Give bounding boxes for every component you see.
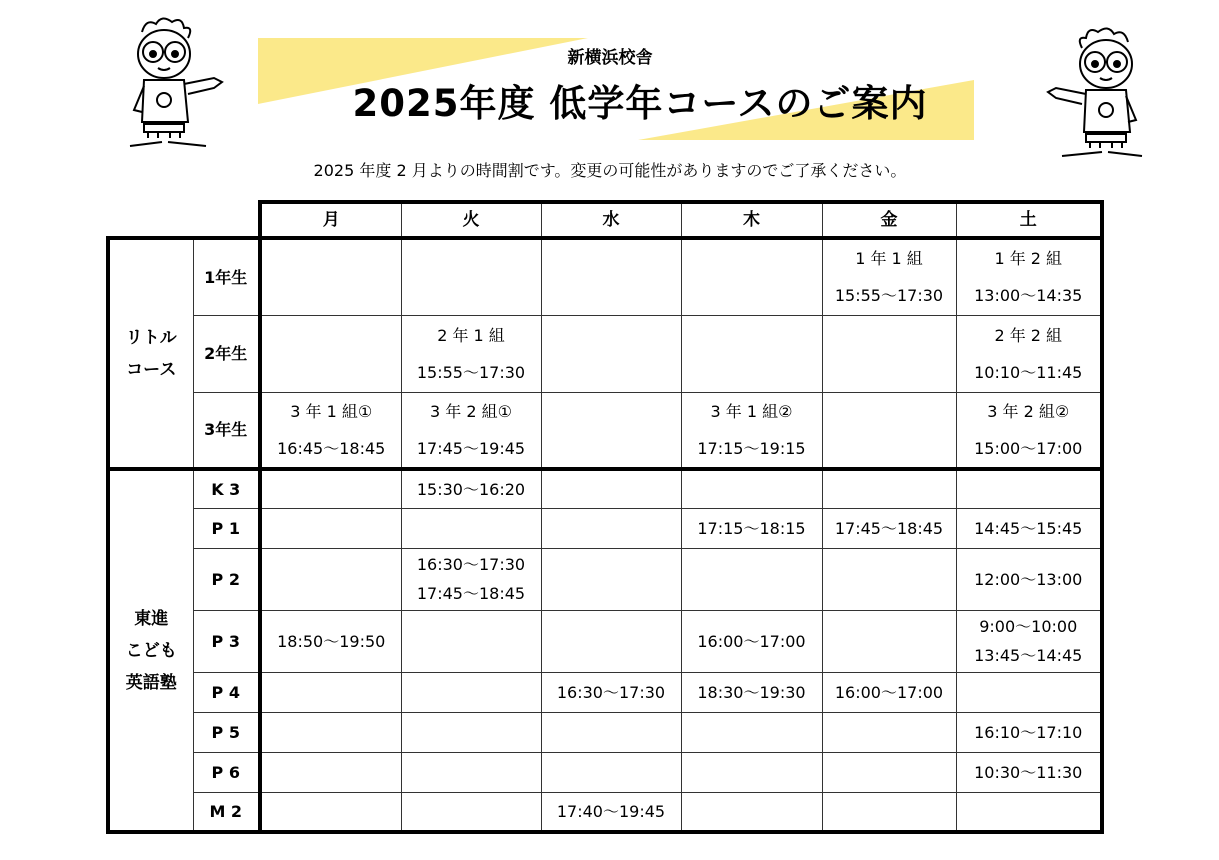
schedule-cell xyxy=(822,238,956,315)
schedule-cell xyxy=(541,712,681,752)
schedule-cell xyxy=(956,672,1102,712)
schedule-cell xyxy=(681,672,822,712)
table-row xyxy=(108,238,1102,315)
schedule-cell xyxy=(541,238,681,315)
schedule-cell-line: 15:30〜16:20 xyxy=(416,479,526,499)
group-label-little-course xyxy=(108,238,193,469)
table-row xyxy=(108,672,1102,712)
schedule-cell-line: 3 年 2 組② xyxy=(987,401,1070,421)
schedule-cell-line: 12:00〜13:00 xyxy=(974,569,1083,589)
table-row xyxy=(108,508,1102,548)
schedule-cell-line: 2 年 2 組 xyxy=(994,325,1063,345)
schedule-cell-line: 13:45〜14:45 xyxy=(974,646,1083,665)
schedule-cell xyxy=(956,610,1102,672)
table-row xyxy=(108,752,1102,792)
schedule-cell-line: 16:00〜17:00 xyxy=(834,682,944,702)
schedule-cell xyxy=(681,238,822,315)
schedule-cell-line: 10:10〜11:45 xyxy=(974,362,1083,382)
schedule-cell-line: 17:45〜18:45 xyxy=(834,518,944,538)
schedule-cell xyxy=(822,752,956,792)
schedule-cell-line: 9:00〜10:00 xyxy=(979,617,1078,636)
schedule-cell xyxy=(541,610,681,672)
schedule-cell xyxy=(681,792,822,832)
schedule-cell-line: 3 年 1 組① xyxy=(290,401,373,421)
schedule-cell xyxy=(956,548,1102,610)
row-label: P 1 xyxy=(193,508,260,548)
schedule-cell-line: 16:30〜17:30 xyxy=(556,682,666,702)
schedule-cell xyxy=(260,392,401,469)
schedule-cell xyxy=(822,792,956,832)
day-header: 水 xyxy=(541,202,681,238)
group-label-kodomo-english xyxy=(108,469,193,832)
schedule-cell-line: 17:15〜18:15 xyxy=(697,518,806,538)
schedule-cell xyxy=(260,508,401,548)
day-header: 木 xyxy=(681,202,822,238)
row-label: P 5 xyxy=(193,712,260,752)
schedule-cell xyxy=(956,315,1102,392)
schedule-cell xyxy=(822,610,956,672)
schedule-cell xyxy=(956,238,1102,315)
schedule-cell xyxy=(956,792,1102,832)
group-label-line: こども xyxy=(125,640,177,661)
mascot-pointing-left-icon xyxy=(1038,24,1148,164)
day-header: 火 xyxy=(401,202,541,238)
row-label: P 6 xyxy=(193,752,260,792)
schedule-cell-line: 1 年 1 組 xyxy=(855,249,923,269)
schedule-cell-line: 17:45〜19:45 xyxy=(416,438,526,458)
schedule-cell-line: 1 年 2 組 xyxy=(994,249,1063,269)
schedule-cell xyxy=(956,712,1102,752)
schedule-cell-line: 15:55〜17:30 xyxy=(416,362,526,382)
schedule-cell xyxy=(260,752,401,792)
schedule-cell-line: 17:45〜18:45 xyxy=(416,584,526,603)
schedule-cell-line: 17:40〜19:45 xyxy=(556,801,666,821)
table-row xyxy=(108,712,1102,752)
schedule-cell-line: 16:10〜17:10 xyxy=(974,722,1083,742)
schedule-cell xyxy=(822,469,956,508)
group-label-line: コース xyxy=(126,359,177,380)
schedule-cell xyxy=(541,315,681,392)
schedule-cell xyxy=(541,672,681,712)
schedule-cell xyxy=(401,392,541,469)
schedule-cell-line: 14:45〜15:45 xyxy=(974,518,1083,538)
table-row xyxy=(108,392,1102,469)
schedule-cell xyxy=(401,315,541,392)
schedule-cell xyxy=(681,548,822,610)
schedule-cell-line: 13:00〜14:35 xyxy=(974,286,1083,306)
schedule-cell-line: 16:30〜17:30 xyxy=(416,555,526,574)
schedule-cell xyxy=(401,792,541,832)
schedule-cell xyxy=(681,752,822,792)
schedule-cell xyxy=(401,238,541,315)
schedule-cell xyxy=(822,315,956,392)
day-header-row xyxy=(108,202,1102,238)
schedule-cell xyxy=(260,548,401,610)
schedule-cell-line: 16:00〜17:00 xyxy=(697,631,806,651)
schedule-cell xyxy=(260,792,401,832)
table-row xyxy=(108,469,1102,508)
day-header: 土 xyxy=(956,202,1102,238)
schedule-cell xyxy=(260,672,401,712)
schedule-cell xyxy=(681,508,822,548)
schedule-note: 2025 年度 2 月よりの時間割です。変更の可能性がありますのでご了承ください。 xyxy=(313,161,907,180)
group-label-line: 英語塾 xyxy=(125,672,177,693)
row-label: P 3 xyxy=(193,610,260,672)
schedule-cell xyxy=(260,712,401,752)
group-label-line: 東進 xyxy=(134,608,169,629)
schedule-cell xyxy=(541,392,681,469)
row-label: 1年生 xyxy=(193,238,260,315)
schedule-cell xyxy=(260,315,401,392)
schedule-cell xyxy=(260,469,401,508)
schedule-cell-line: 16:45〜18:45 xyxy=(277,438,386,458)
day-header: 月 xyxy=(260,202,401,238)
schedule-cell-line: 17:15〜19:15 xyxy=(697,438,806,458)
table-row xyxy=(108,610,1102,672)
schedule-cell-line: 3 年 1 組② xyxy=(710,401,793,421)
schedule-cell xyxy=(541,548,681,610)
schedule-cell xyxy=(401,752,541,792)
schedule-cell xyxy=(401,508,541,548)
schedule-cell xyxy=(401,610,541,672)
schedule-cell xyxy=(681,712,822,752)
timetable xyxy=(106,200,1104,834)
schedule-cell xyxy=(822,392,956,469)
schedule-cell xyxy=(822,548,956,610)
schedule-cell xyxy=(401,672,541,712)
school-name: 新横浜校舎 xyxy=(567,48,653,68)
schedule-cell-line: 2 年 1 組 xyxy=(437,325,505,345)
schedule-cell xyxy=(541,752,681,792)
row-label: P 4 xyxy=(193,672,260,712)
day-header: 金 xyxy=(822,202,956,238)
corner-blank xyxy=(108,202,193,238)
schedule-cell xyxy=(822,672,956,712)
schedule-cell xyxy=(822,508,956,548)
schedule-cell xyxy=(541,792,681,832)
schedule-cell xyxy=(956,469,1102,508)
schedule-cell xyxy=(681,315,822,392)
mascot-pointing-right-icon xyxy=(122,14,232,154)
schedule-cell xyxy=(401,469,541,508)
corner-blank xyxy=(193,202,260,238)
schedule-cell xyxy=(681,610,822,672)
schedule-cell xyxy=(260,238,401,315)
page-title: 2025年度 低学年コースのご案内 xyxy=(352,82,928,125)
schedule-cell-line: 18:30〜19:30 xyxy=(697,682,806,702)
row-label: M 2 xyxy=(193,792,260,832)
schedule-cell-line: 3 年 2 組① xyxy=(430,401,512,421)
schedule-cell xyxy=(260,610,401,672)
schedule-cell xyxy=(822,712,956,752)
group-label-line: リトル xyxy=(125,327,177,348)
schedule-cell-line: 15:00〜17:00 xyxy=(974,438,1083,458)
schedule-cell xyxy=(681,392,822,469)
table-row xyxy=(108,792,1102,832)
row-label: K 3 xyxy=(193,469,260,508)
schedule-cell-line: 10:30〜11:30 xyxy=(974,762,1083,782)
schedule-cell xyxy=(541,469,681,508)
schedule-cell xyxy=(956,508,1102,548)
schedule-cell xyxy=(401,548,541,610)
schedule-cell xyxy=(541,508,681,548)
schedule-cell-line: 18:50〜19:50 xyxy=(277,631,386,651)
row-label: P 2 xyxy=(193,548,260,610)
table-row xyxy=(108,548,1102,610)
schedule-cell xyxy=(681,469,822,508)
row-label: 2年生 xyxy=(193,315,260,392)
schedule-cell xyxy=(401,712,541,752)
row-label: 3年生 xyxy=(193,392,260,469)
schedule-cell xyxy=(956,392,1102,469)
table-row xyxy=(108,315,1102,392)
schedule-cell xyxy=(956,752,1102,792)
schedule-cell-line: 15:55〜17:30 xyxy=(834,286,944,306)
